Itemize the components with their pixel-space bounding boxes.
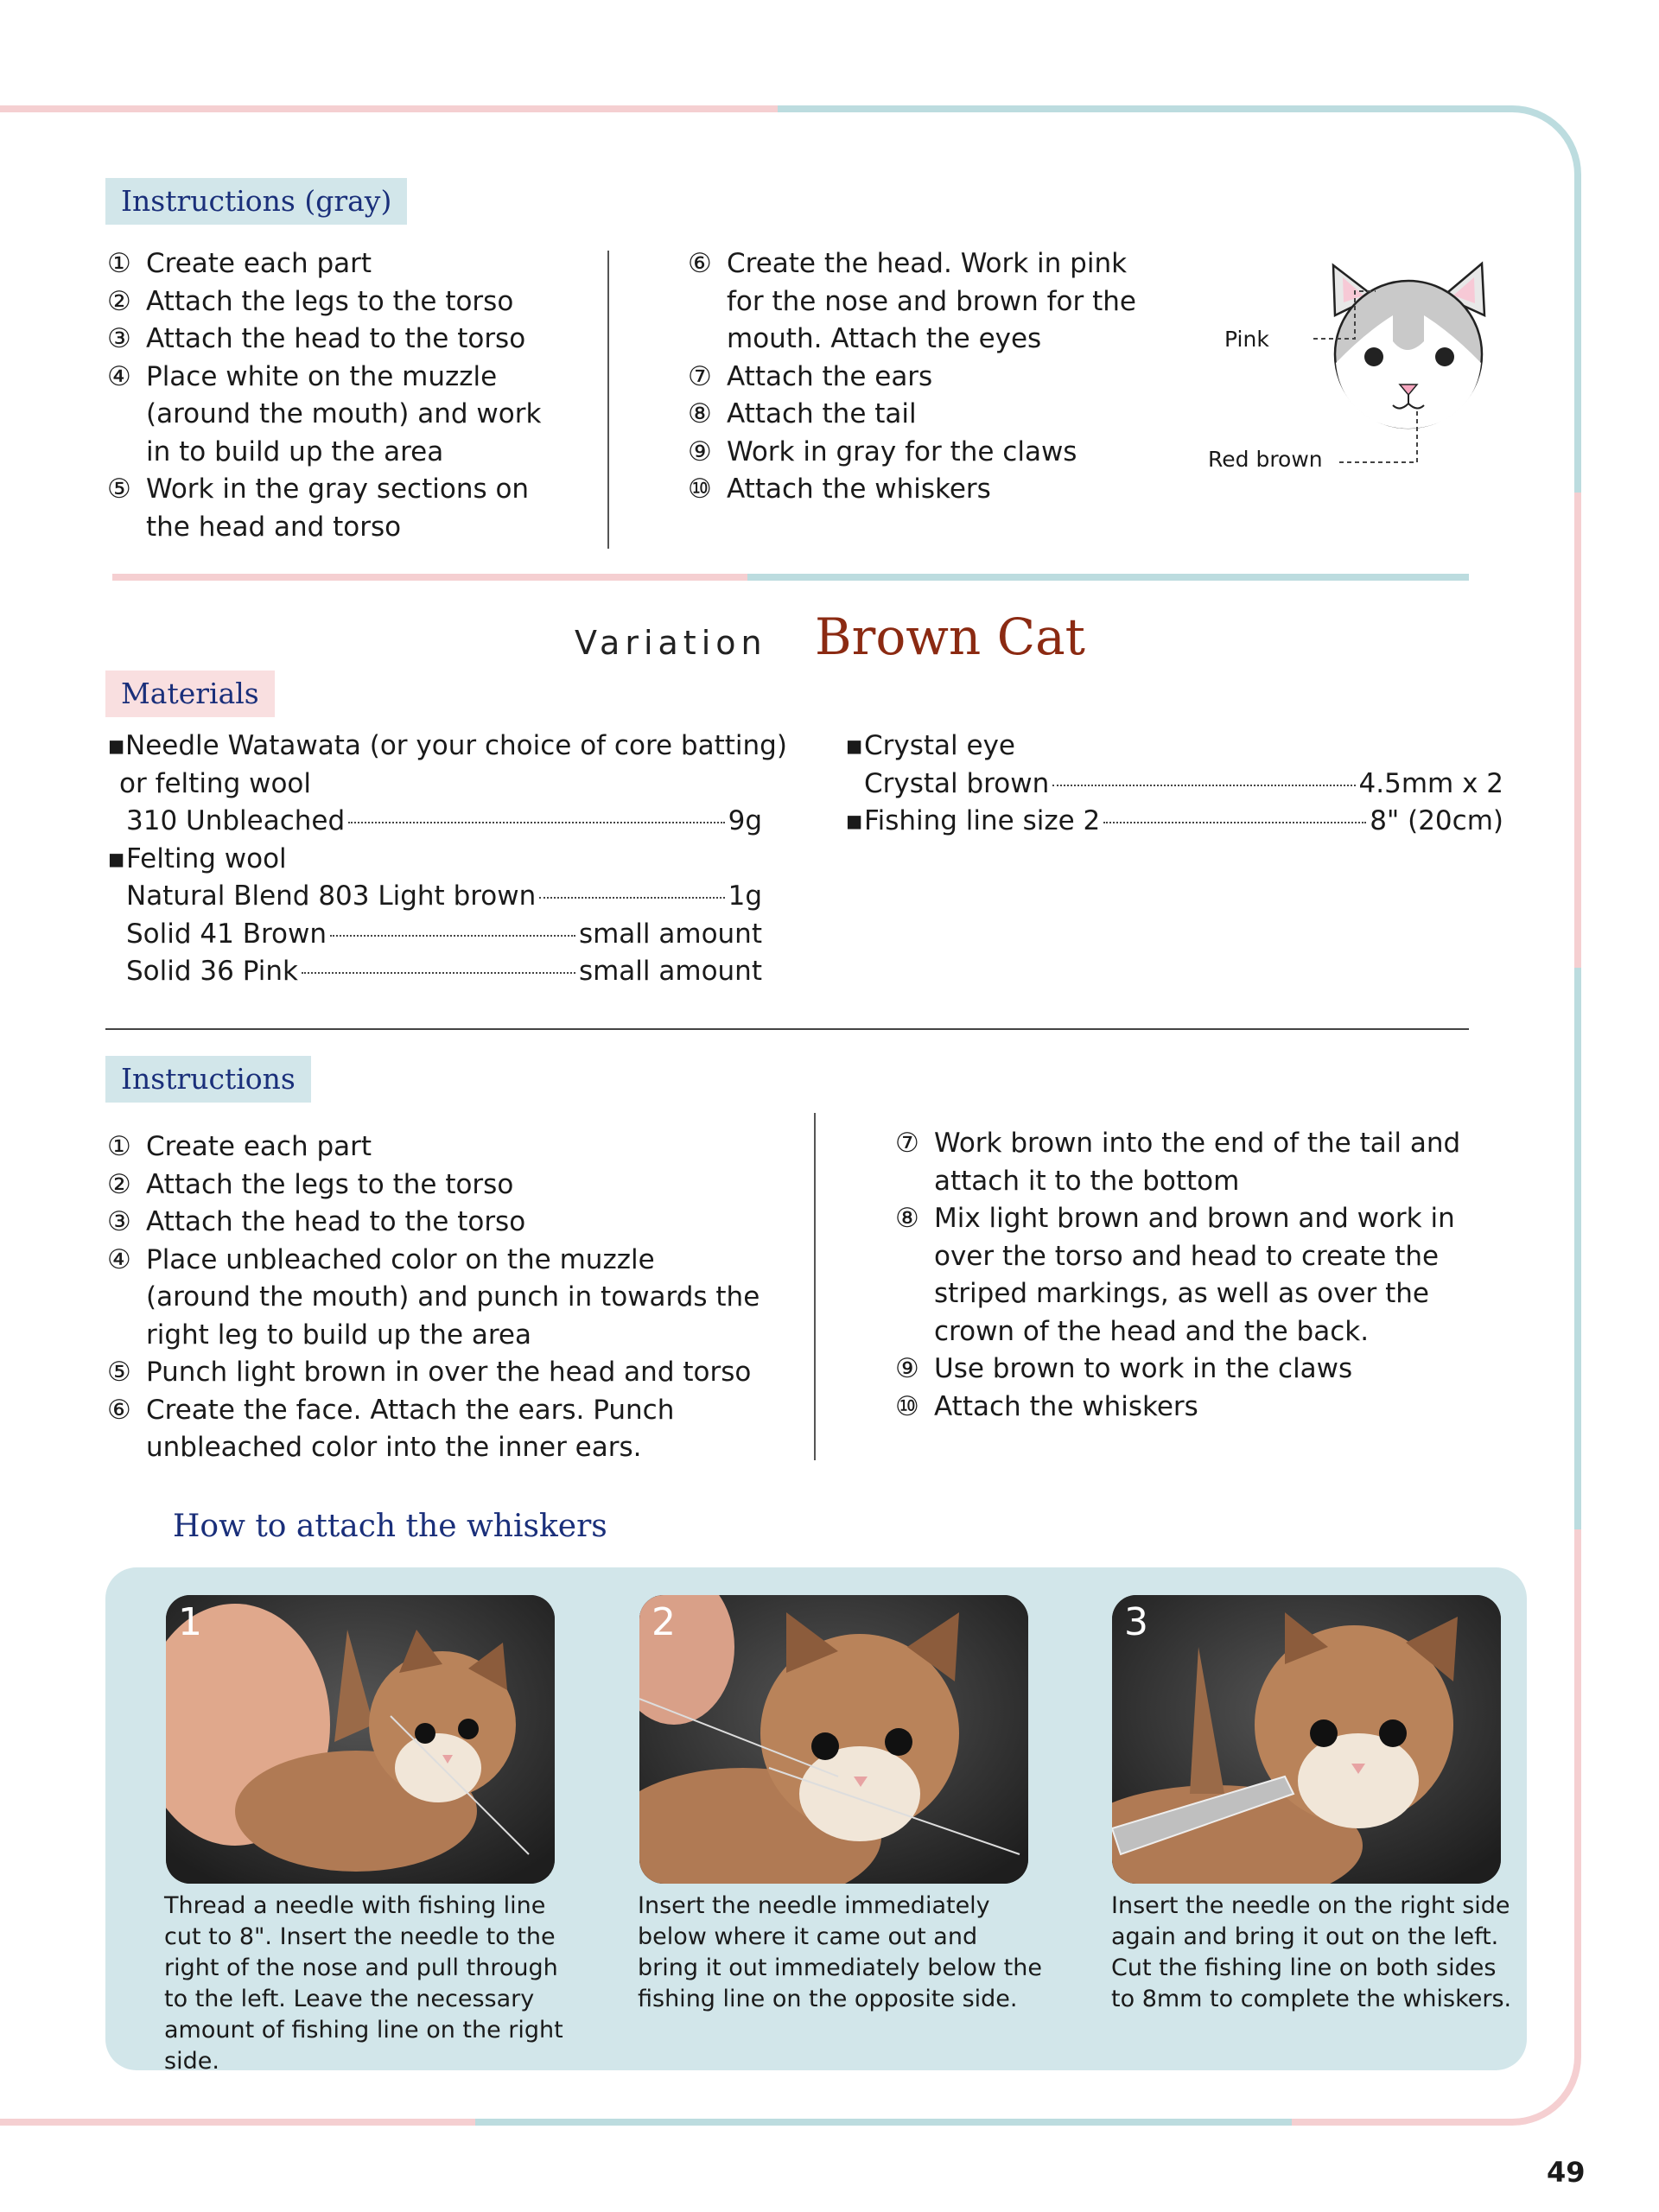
step-number: ④ [107,1243,131,1275]
step-text: Create each part [146,1131,372,1162]
step-number: ⑦ [688,360,712,392]
brown-instructions-tag: Instructions [105,1056,311,1103]
cat-photo-icon [639,1595,1028,1884]
material-name: Natural Blend 803 Light brown [126,880,537,912]
photo-step-number: 3 [1124,1600,1148,1644]
brown-column-divider [814,1113,816,1460]
material-name: Solid 36 Pink [126,956,298,987]
frame-top-left [0,105,778,112]
section-separator-pink [112,574,747,581]
step-number: ① [107,248,131,279]
step-text: Punch light brown in over the head and torso [146,1357,752,1388]
materials-tag: Materials [105,671,275,717]
bullet-icon: ▪ [107,730,126,761]
material-amount: small amount [578,956,762,987]
step-row [107,321,556,359]
step-number: ⑩ [688,474,712,505]
step-text: Work brown into the end of the tail and attach it to the bottom [934,1128,1461,1197]
brown-steps-right [895,1125,1517,1426]
bullet-icon: ▪ [107,842,126,874]
step-row [688,471,1146,509]
material-name: 310 Unbleached [126,805,346,836]
whisker-caption-1: Thread a needle with fishing line cut to 8". Insert the needle to the right of the nose and pull through to the left. Leave the necessary amount of fishing line on the right side. [164,1892,563,2075]
material-name: Fishing line size 2 [864,805,1101,836]
step-text: Place white on the muzzle (around the mouth) and work in to build up the area [146,360,542,467]
material-label: Crystal eye [864,730,1015,761]
step-row [688,245,1146,359]
step-text: Work in the gray sections on the head and torso [146,474,530,543]
step-text: Create the head. Work in pink for the nose and brown for the mouth. Attach the eyes [727,248,1136,354]
material-eye-label [845,728,1503,766]
step-number: ① [107,1131,131,1162]
material-item [845,803,1503,841]
gray-steps-left [107,245,556,546]
variation-title: Brown Cat [815,607,1085,666]
gray-instructions-tag: Instructions (gray) [105,178,407,225]
material-amount: 4.5mm x 2 [1358,767,1503,799]
material-item [845,766,1503,804]
materials-left [107,728,787,991]
step-row [895,1389,1517,1427]
brown-steps-left [107,1128,764,1467]
step-row [895,1351,1517,1389]
step-text: Attach the head to the torso [146,1206,526,1237]
step-text: Place unbleached color on the muzzle (around the mouth) and punch in towards the right leg to build up the area [146,1243,760,1351]
material-core-label [107,728,787,766]
step-row [107,1242,764,1355]
step-row [688,396,1146,434]
step-number: ⑤ [107,474,131,505]
step-text: Create each part [146,248,372,279]
step-text: Mix light brown and brown and work in over the torso and head to create the striped markings, as well as over the crown of the head and the back. [934,1203,1455,1347]
step-number: ③ [107,1206,131,1237]
step-row [107,1354,764,1392]
step-row [688,434,1146,472]
whisker-caption-3: Insert the needle on the right side again and bring it out on the left. Cut the fishing line on both sides to 8mm to complete the whiskers. [1111,1892,1512,2012]
whisker-photo-3 [1112,1595,1501,1884]
page-number: 49 [1547,2156,1586,2189]
diagram-label-pink: Pink [1224,327,1269,352]
step-row [688,359,1146,397]
material-amount: 9g [728,805,762,836]
step-text: Use brown to work in the claws [934,1353,1353,1384]
material-label: Needle Watawata (or your choice of core batting) [125,730,787,761]
whisker-photo-2 [639,1595,1028,1884]
material-amount: small amount [578,918,762,950]
diagram-label-red-brown: Red brown [1208,447,1323,472]
cat-face-diagram [1192,255,1521,488]
step-number: ⑦ [895,1128,919,1159]
step-row [107,1128,764,1166]
material-name: Solid 41 Brown [126,918,327,950]
step-row [895,1125,1517,1200]
step-text: Work in gray for the claws [727,435,1077,467]
material-item [107,916,762,954]
step-text: Create the face. Attach the ears. Punch unbleached color into the inner ears. [146,1394,675,1463]
material-amount: 8" (20cm) [1370,805,1503,836]
step-number: ⑧ [895,1203,919,1234]
step-text: Attach the whiskers [934,1390,1198,1422]
step-number: ⑨ [895,1353,919,1384]
gray-steps-right [688,245,1146,509]
step-number: ④ [107,360,131,392]
material-item [107,953,762,991]
cat-photo-icon [166,1595,555,1884]
bullet-icon: ▪ [845,730,864,761]
step-text: Attach the head to the torso [146,323,526,354]
whisker-photo-1 [166,1595,555,1884]
step-text: Attach the legs to the torso [146,1168,514,1200]
materials-right [845,728,1503,841]
whiskers-title: How to attach the whiskers [173,1509,607,1544]
step-text: Attach the tail [727,398,917,429]
materials-divider [105,1028,1469,1030]
step-row [107,283,556,321]
step-number: ③ [107,323,131,354]
material-item [107,803,762,841]
material-amount: 1g [728,880,762,912]
material-name: Crystal brown [864,767,1050,799]
step-number: ⑥ [107,1394,131,1426]
step-number: ⑥ [688,248,712,279]
step-text: Attach the whiskers [727,474,991,505]
step-row [107,1166,764,1205]
bullet-icon: ▪ [845,805,864,836]
material-felting-label [107,841,762,879]
material-core-label2 [107,766,762,804]
variation-label: Variation [575,624,767,662]
step-number: ② [107,285,131,317]
material-item [107,878,762,916]
material-label: Felting wool [126,842,287,874]
material-label: or felting wool [119,767,312,799]
frame-right-pink [1574,493,1581,968]
step-row [107,359,556,472]
step-row [107,471,556,546]
frame-right-blue [1574,968,1581,1529]
step-row [895,1200,1517,1351]
step-number: ② [107,1168,131,1200]
step-number: ⑧ [688,398,712,429]
gray-column-divider [607,251,609,549]
step-row [107,1204,764,1242]
step-row [107,245,556,283]
step-text: Attach the legs to the torso [146,285,514,317]
cat-photo-icon [1112,1595,1501,1884]
step-text: Attach the ears [727,360,933,392]
section-separator-blue [747,574,1469,581]
step-number: ⑤ [107,1357,131,1388]
step-row [107,1392,764,1467]
photo-step-number: 2 [652,1600,676,1644]
frame-bottom-blue [475,2119,1292,2126]
step-number: ⑩ [895,1390,919,1422]
step-number: ⑨ [688,435,712,467]
photo-step-number: 1 [178,1600,202,1644]
frame-bottom-pink [0,2119,475,2126]
whisker-caption-2: Insert the needle immediately below where it came out and bring it out immediately below the fishing line on the opposite side. [638,1892,1042,2012]
